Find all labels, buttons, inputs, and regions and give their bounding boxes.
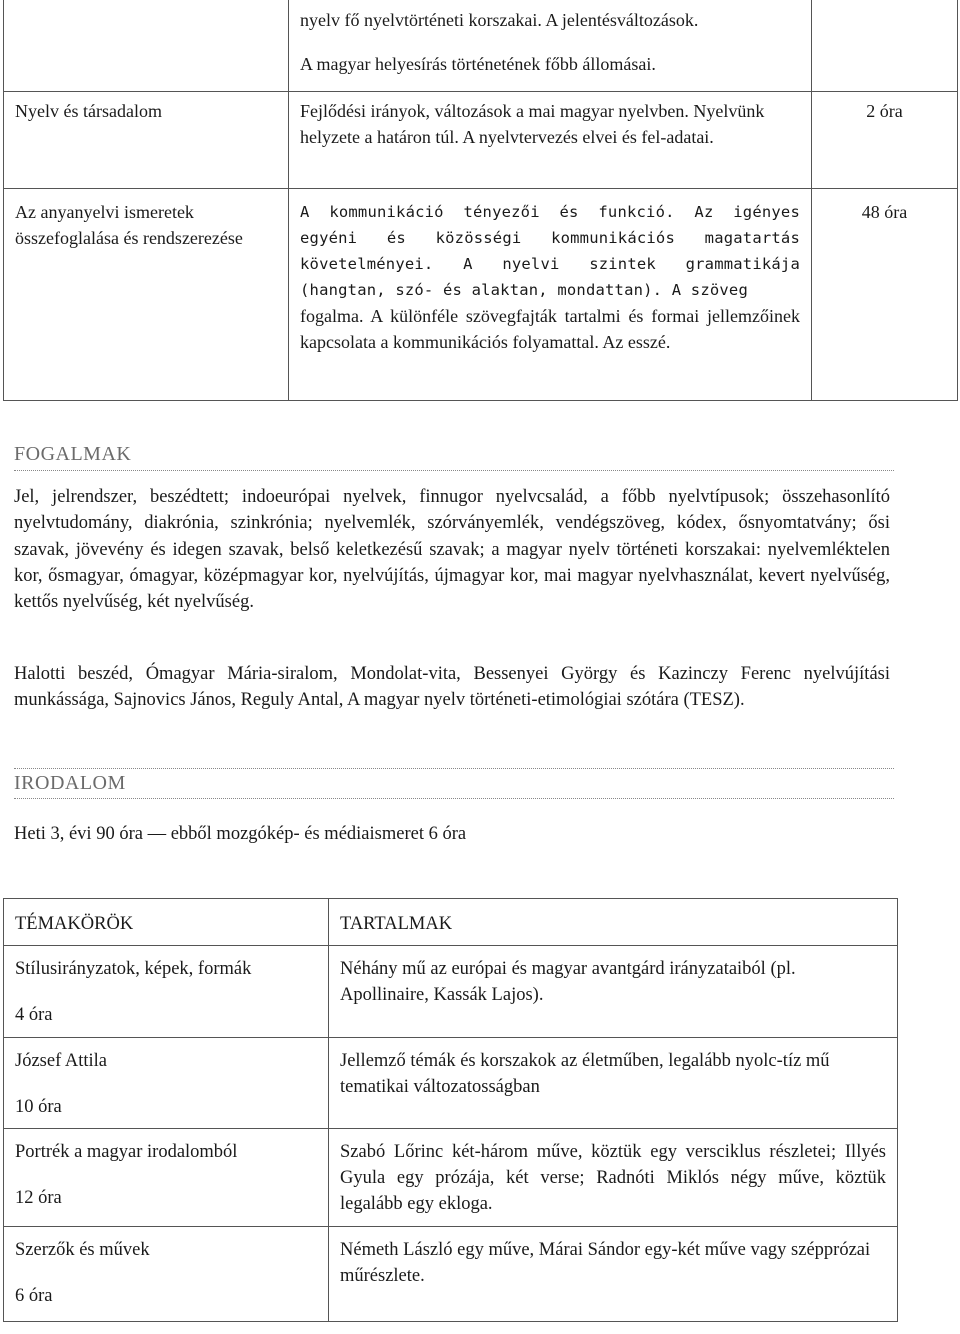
irodalom-heading: IRODALOM (14, 772, 126, 794)
table-row (4, 189, 958, 401)
irodalom-hours-line: Heti 3, évi 90 óra — ebből mozgókép- és médiaismeret 6 óra (14, 824, 467, 844)
curriculum-table-top (3, 0, 958, 401)
table-row (4, 946, 898, 1038)
topic-cell (4, 1038, 329, 1129)
topic-hours: 12 óra (15, 1188, 62, 1208)
content-cell (289, 189, 812, 401)
content-cell: Szabó Lőrinc két-három műve, köztük egy versciklus részletei; Illyés Gyula egy prózája, két verse; Radnóti Miklós négy műve, köztük legalább egy ekloga. (329, 1129, 898, 1227)
topic-title: Stílusirányzatok, képek, formák (15, 959, 252, 979)
fogalmak-heading: FOGALMAK (14, 443, 132, 465)
content-line: A magyar helyesírás történetének főbb állomásai. (300, 54, 656, 74)
table-row (4, 0, 958, 92)
table-row (4, 1227, 898, 1322)
hours-cell (812, 0, 958, 92)
topic-cell: Nyelv és társadalom (4, 92, 289, 189)
topic-title: Szerzők és művek (15, 1240, 150, 1260)
fogalmak-paragraph-1: Jel, jelrendszer, beszédtett; indoeurópai nyelvek, finnugor nyelvcsalád, a főbb nyelvtípusok; összehasonlító nyelvtudomány, diakrónia, szinkrónia; nyelvemlék, szórványemlék, vendégszöveg, kódex, ősnyomtatvány; ősi szavak, jövevény és idegen szavak, belső keletkezésű szavak; a magyar nyelv történeti korszakai: nyelvemléktelen kor, ősmagyar, ómagyar, középmagyar kor, nyelvújítás, újmagyar kor, mai magyar nyelvhasználat, kevert nyelvűség, kettős nyelvűség, két nyelvűség. (14, 487, 890, 613)
content-cell: Németh László egy műve, Márai Sándor egy-két műve vagy szépprózai műrészlete. (329, 1227, 898, 1322)
curriculum-table-bottom (3, 898, 898, 1322)
topic-hours: 10 óra (15, 1097, 62, 1117)
topic-title: József Attila (15, 1051, 107, 1071)
section-divider (14, 470, 894, 471)
content-text-mono: A kommunikáció tényezői és funkció. Az igényes egyéni és közösségi kommunikációs magatartás követelményei. A nyelvi szintek grammatikája (hangtan, szó- és alaktan, mondattan). A szöveg (300, 203, 800, 299)
table-row (4, 1038, 898, 1129)
topic-title: Portrék a magyar irodalomból (15, 1142, 238, 1162)
header-cell-contents: TARTALMAK (329, 899, 898, 946)
table-row (4, 92, 958, 189)
content-line: nyelv fő nyelvtörténeti korszakai. A jelentésváltozások. (300, 10, 699, 30)
topic-cell: Az anyanyelvi ismeretek összefoglalása és rendszerezése (4, 189, 289, 401)
hours-cell: 2 óra (812, 92, 958, 189)
section-divider (14, 768, 894, 769)
topic-cell (4, 0, 289, 92)
header-cell-topics: TÉMAKÖRÖK (4, 899, 329, 946)
topic-cell (4, 1227, 329, 1322)
content-text-tail: fogalma. A különféle szövegfajták tartalmi és formai jellemzőinek kapcsolata a kommunikációs folyamattal. Az esszé. (300, 306, 800, 352)
table-row (4, 1129, 898, 1227)
content-cell: Néhány mű az európai és magyar avantgárd irányzataiból (pl. Apollinaire, Kassák Lajos). (329, 946, 898, 1038)
content-cell: Jellemző témák és korszakok az életműben, legalább nyolc-tíz mű tematikai változatosságban (329, 1038, 898, 1129)
topic-cell (4, 1129, 329, 1227)
content-cell (289, 92, 812, 189)
table-header-row (4, 899, 898, 946)
content-text: Fejlődési irányok, változások a mai magyar nyelvben. Nyelvünk helyzete a határon túl. A nyelvtervezés elvei és fel-adatai. (300, 101, 765, 147)
topic-hours: 4 óra (15, 1005, 53, 1025)
topic-hours: 6 óra (15, 1286, 53, 1306)
content-cell (289, 0, 812, 92)
fogalmak-paragraph-2: Halotti beszéd, Ómagyar Mária-siralom, Mondolat-vita, Bessenyei György és Kazinczy Ferenc nyelvújítási munkássága, Sajnovics János, Reguly Antal, A magyar nyelv történeti-etimológiai szótára (TESZ). (14, 664, 890, 711)
section-divider (14, 798, 894, 799)
hours-cell: 48 óra (812, 189, 958, 401)
topic-cell (4, 946, 329, 1038)
